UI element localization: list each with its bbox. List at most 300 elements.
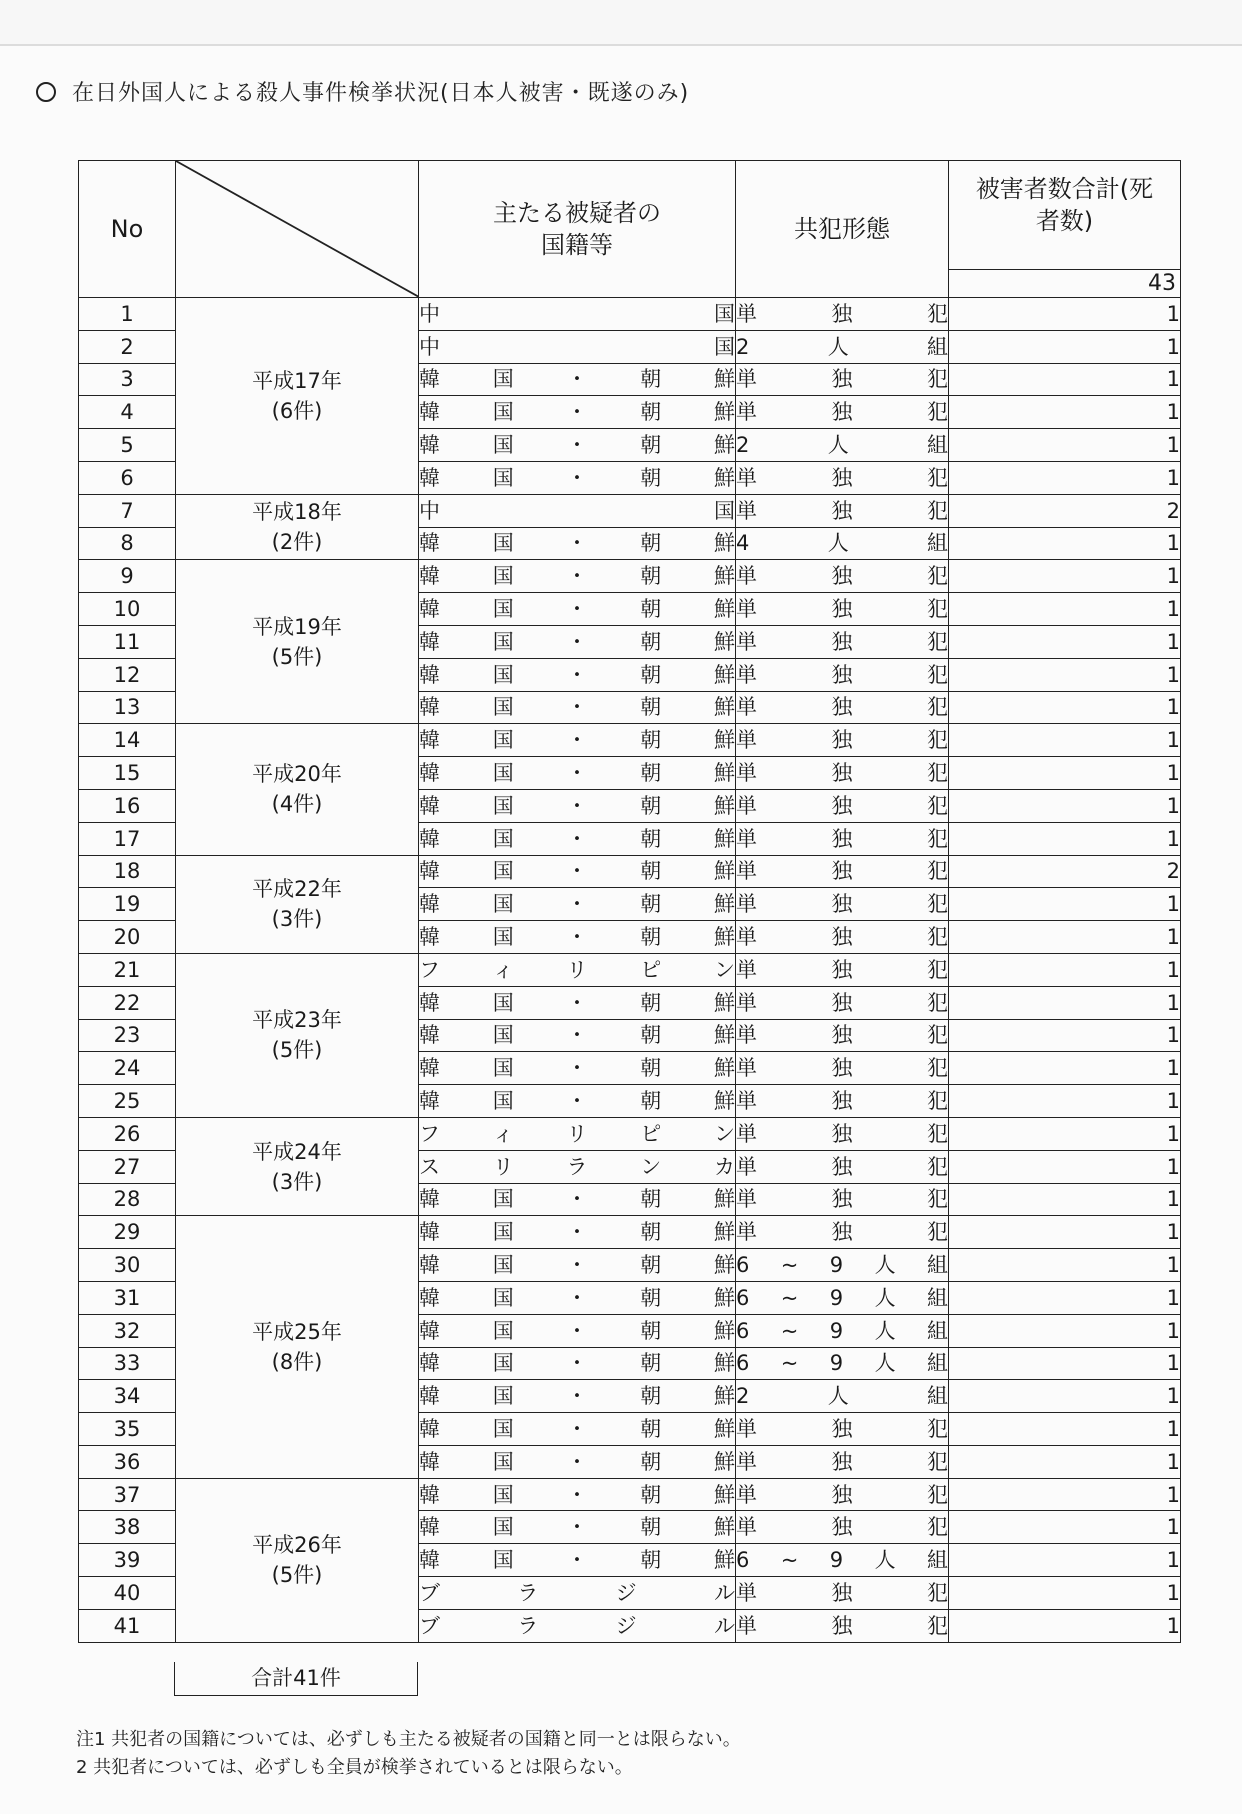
nationality-cell	[419, 1150, 736, 1183]
form-text: 6 ~ 9 人 組	[736, 1253, 948, 1277]
form-cell	[736, 757, 949, 790]
form-cell	[736, 1019, 949, 1052]
victim-count: 1	[949, 1445, 1181, 1478]
nationality-cell	[419, 1183, 736, 1216]
form-cell	[736, 789, 949, 822]
victim-count: 2	[949, 494, 1181, 527]
form-text: 単 独 犯	[736, 400, 948, 425]
form-text: 単 独 犯	[736, 1154, 948, 1179]
nationality-text: 韓 国 ・ 朝 鮮	[419, 1482, 735, 1507]
form-cell	[736, 1478, 949, 1511]
form-text: 単 独 犯	[736, 1187, 948, 1212]
victim-count: 1	[949, 1314, 1181, 1347]
case-number: 36	[79, 1445, 176, 1478]
form-cell	[736, 1183, 949, 1216]
nationality-cell	[419, 298, 736, 331]
year-group	[176, 560, 419, 724]
nationality-text: 韓 国 ・ 朝 鮮	[419, 531, 735, 556]
form-text: 6 ~ 9 人 組	[736, 1285, 948, 1310]
nationality-text: 韓 国 ・ 朝 鮮	[419, 433, 735, 458]
year-label: 平成26年	[252, 1533, 342, 1558]
table-row	[79, 298, 1181, 331]
year-group	[176, 855, 419, 953]
nationality-text: 韓 国 ・ 朝 鮮	[419, 629, 735, 654]
year-label: 平成19年	[252, 614, 342, 639]
case-number: 7	[79, 494, 176, 527]
form-text: 単 独 犯	[736, 564, 948, 589]
nationality-cell	[419, 1445, 736, 1478]
form-text: 6 ~ 9 人 組	[736, 1318, 948, 1343]
nationality-text: 韓 国 ・ 朝 鮮	[419, 1285, 735, 1310]
header-total-label: 被害者数合計(死者数)	[975, 175, 1154, 235]
victim-count: 1	[949, 1019, 1181, 1052]
nationality-text: 韓 国 ・ 朝 鮮	[419, 1253, 735, 1277]
victim-count: 1	[949, 789, 1181, 822]
nationality-cell	[419, 757, 736, 790]
form-cell	[736, 330, 949, 363]
nationality-text: 韓 国 ・ 朝 鮮	[419, 465, 735, 490]
nationality-text: 韓 国 ・ 朝 鮮	[419, 1056, 735, 1081]
victim-count: 1	[949, 396, 1181, 429]
nationality-text: 韓 国 ・ 朝 鮮	[419, 695, 735, 720]
form-cell	[736, 560, 949, 593]
nationality-cell	[419, 1216, 736, 1249]
nationality-text: 中 国	[419, 498, 735, 523]
nationality-cell	[419, 1249, 736, 1282]
nationality-text: 韓 国 ・ 朝 鮮	[419, 1023, 735, 1048]
year-count: (8件)	[271, 1350, 323, 1374]
case-number: 26	[79, 1117, 176, 1150]
table-row	[79, 1216, 1181, 1249]
nationality-cell	[419, 1347, 736, 1380]
diagonal-line-icon	[176, 161, 419, 297]
victim-count: 1	[949, 298, 1181, 331]
victim-count: 1	[949, 527, 1181, 560]
form-cell	[736, 921, 949, 954]
form-text: 2 人 組	[736, 433, 948, 458]
form-text: 単 独 犯	[736, 1121, 948, 1146]
form-cell	[736, 298, 949, 331]
victim-count: 1	[949, 921, 1181, 954]
form-cell	[736, 1216, 949, 1249]
nationality-text: 韓 国 ・ 朝 鮮	[419, 1187, 735, 1212]
victim-count: 1	[949, 593, 1181, 626]
case-number: 25	[79, 1085, 176, 1118]
form-cell	[736, 494, 949, 527]
nationality-cell	[419, 363, 736, 396]
victim-count: 1	[949, 1413, 1181, 1446]
nationality-cell	[419, 330, 736, 363]
circle-bullet-icon	[36, 82, 56, 102]
form-text: 単 独 犯	[736, 498, 948, 523]
case-number: 5	[79, 429, 176, 462]
case-number: 35	[79, 1413, 176, 1446]
case-number: 6	[79, 461, 176, 494]
victim-count: 1	[949, 888, 1181, 921]
victim-count: 1	[949, 1281, 1181, 1314]
table-row	[79, 953, 1181, 986]
form-text: 単 独 犯	[736, 957, 948, 982]
nationality-cell	[419, 789, 736, 822]
nationality-cell	[419, 1117, 736, 1150]
case-number: 8	[79, 527, 176, 560]
victim-count: 1	[949, 658, 1181, 691]
form-cell	[736, 1577, 949, 1610]
form-cell	[736, 1544, 949, 1577]
form-cell	[736, 527, 949, 560]
nationality-cell	[419, 1019, 736, 1052]
form-cell	[736, 1347, 949, 1380]
footnote-2: 2 共犯者については、必ずしも全員が検挙されているとは限らない。	[76, 1757, 633, 1778]
form-cell	[736, 658, 949, 691]
case-number: 14	[79, 724, 176, 757]
document-title	[36, 76, 689, 107]
year-group	[176, 1117, 419, 1215]
victim-count: 1	[949, 1117, 1181, 1150]
form-text: 単 独 犯	[736, 1613, 948, 1638]
case-number: 2	[79, 330, 176, 363]
victim-count: 1	[949, 1380, 1181, 1413]
form-text: 単 独 犯	[736, 301, 948, 326]
nationality-text: 韓 国 ・ 朝 鮮	[419, 892, 735, 917]
form-text: 単 独 犯	[736, 826, 948, 851]
case-number: 10	[79, 593, 176, 626]
case-number: 18	[79, 855, 176, 888]
victim-count: 1	[949, 1249, 1181, 1282]
table-row	[79, 494, 1181, 527]
table-row	[79, 560, 1181, 593]
form-text: 単 独 犯	[736, 465, 948, 490]
nationality-cell	[419, 822, 736, 855]
victim-count: 1	[949, 1052, 1181, 1085]
title-text: 在日外国人による殺人事件検挙状況(日本人被害・既遂のみ)	[72, 81, 690, 106]
year-count: (5件)	[271, 1038, 323, 1063]
form-cell	[736, 461, 949, 494]
nationality-cell	[419, 494, 736, 527]
table-row	[79, 1478, 1181, 1511]
form-cell	[736, 855, 949, 888]
case-number: 32	[79, 1314, 176, 1347]
nationality-cell	[419, 1577, 736, 1610]
year-count: (5件)	[271, 1563, 323, 1588]
nationality-text: 韓 国 ・ 朝 鮮	[419, 1318, 735, 1343]
nationality-text: ブ ラ ジ ル	[419, 1613, 735, 1638]
victim-count: 1	[949, 757, 1181, 790]
form-text: 単 独 犯	[736, 1089, 948, 1114]
victim-count: 1	[949, 1085, 1181, 1118]
form-text: 6 ~ 9 人 組	[736, 1351, 948, 1376]
form-cell	[736, 429, 949, 462]
nationality-cell	[419, 560, 736, 593]
year-label: 平成24年	[252, 1139, 342, 1164]
nationality-text: 韓 国 ・ 朝 鮮	[419, 662, 735, 687]
footnotes	[76, 1726, 741, 1782]
victim-count: 1	[949, 1511, 1181, 1544]
form-cell	[736, 396, 949, 429]
nationality-cell	[419, 527, 736, 560]
nationality-cell	[419, 1511, 736, 1544]
nationality-text: 韓 国 ・ 朝 鮮	[419, 1089, 735, 1114]
form-text: 単 独 犯	[736, 597, 948, 622]
nationality-cell	[419, 888, 736, 921]
nationality-cell	[419, 724, 736, 757]
nationality-text: 韓 国 ・ 朝 鮮	[419, 728, 735, 753]
form-cell	[736, 724, 949, 757]
form-text: 単 独 犯	[736, 859, 948, 884]
year-group	[176, 724, 419, 855]
form-cell	[736, 1150, 949, 1183]
case-number: 11	[79, 625, 176, 658]
top-bar	[0, 0, 1242, 46]
victim-count: 1	[949, 461, 1181, 494]
case-number: 16	[79, 789, 176, 822]
header-diagonal	[176, 161, 419, 298]
form-cell	[736, 953, 949, 986]
nationality-text: 韓 国 ・ 朝 鮮	[419, 925, 735, 950]
case-number: 1	[79, 298, 176, 331]
case-number: 3	[79, 363, 176, 396]
victim-count: 1	[949, 429, 1181, 462]
year-count: (3件)	[271, 1169, 323, 1194]
victim-count: 1	[949, 691, 1181, 724]
nationality-cell	[419, 986, 736, 1019]
form-cell	[736, 363, 949, 396]
form-cell	[736, 822, 949, 855]
case-number: 33	[79, 1347, 176, 1380]
victim-count: 1	[949, 1478, 1181, 1511]
form-text: 単 独 犯	[736, 1220, 948, 1245]
case-number: 37	[79, 1478, 176, 1511]
case-number: 40	[79, 1577, 176, 1610]
form-cell	[736, 1380, 949, 1413]
form-cell	[736, 1117, 949, 1150]
victim-count: 1	[949, 1150, 1181, 1183]
case-number: 41	[79, 1609, 176, 1642]
year-count: (5件)	[271, 644, 323, 669]
nationality-text: 韓 国 ・ 朝 鮮	[419, 564, 735, 589]
nationality-cell	[419, 593, 736, 626]
case-number: 13	[79, 691, 176, 724]
victim-count: 1	[949, 1347, 1181, 1380]
case-number: 17	[79, 822, 176, 855]
nationality-text: 韓 国 ・ 朝 鮮	[419, 761, 735, 786]
victim-count: 1	[949, 1577, 1181, 1610]
form-text: 単 独 犯	[736, 793, 948, 818]
nationality-text: 韓 国 ・ 朝 鮮	[419, 1548, 735, 1573]
year-label: 平成20年	[252, 762, 342, 787]
case-number: 27	[79, 1150, 176, 1183]
nationality-text: 韓 国 ・ 朝 鮮	[419, 793, 735, 818]
case-number: 24	[79, 1052, 176, 1085]
year-count: (2件)	[271, 530, 323, 555]
victim-count: 1	[949, 724, 1181, 757]
form-cell	[736, 1281, 949, 1314]
case-number: 38	[79, 1511, 176, 1544]
year-group	[176, 953, 419, 1117]
form-cell	[736, 1609, 949, 1642]
case-number: 31	[79, 1281, 176, 1314]
footnote-1: 注1 共犯者の国籍については、必ずしも主たる被疑者の国籍と同一とは限らない。	[76, 1729, 741, 1750]
year-label: 平成18年	[252, 500, 342, 525]
form-cell	[736, 593, 949, 626]
case-number: 29	[79, 1216, 176, 1249]
form-cell	[736, 986, 949, 1019]
victim-count: 1	[949, 1609, 1181, 1642]
year-label: 平成22年	[252, 877, 342, 902]
nationality-cell	[419, 396, 736, 429]
form-cell	[736, 625, 949, 658]
form-text: 単 独 犯	[736, 761, 948, 786]
nationality-cell	[419, 691, 736, 724]
victim-count: 1	[949, 625, 1181, 658]
victim-count: 1	[949, 363, 1181, 396]
nationality-cell	[419, 1314, 736, 1347]
year-label: 平成25年	[252, 1320, 342, 1344]
case-number: 23	[79, 1019, 176, 1052]
nationality-cell	[419, 461, 736, 494]
victim-count: 1	[949, 1544, 1181, 1577]
nationality-text: ス リ ラ ン カ	[419, 1154, 735, 1179]
form-text: 単 独 犯	[736, 1515, 948, 1540]
header-total	[949, 161, 1181, 298]
form-text: 単 独 犯	[736, 990, 948, 1015]
table-row	[79, 1117, 1181, 1150]
nationality-text: フ ィ リ ピ ン	[419, 1121, 735, 1146]
form-text: 2 人 組	[736, 1384, 948, 1409]
victim-count: 1	[949, 1216, 1181, 1249]
nationality-text: 韓 国 ・ 朝 鮮	[419, 1351, 735, 1376]
header-no: No	[79, 161, 176, 298]
victim-count: 1	[949, 822, 1181, 855]
victim-count: 1	[949, 953, 1181, 986]
nationality-text: 韓 国 ・ 朝 鮮	[419, 1449, 735, 1474]
nationality-text: 韓 国 ・ 朝 鮮	[419, 990, 735, 1015]
form-cell	[736, 1052, 949, 1085]
form-text: 単 独 犯	[736, 892, 948, 917]
nationality-cell	[419, 625, 736, 658]
case-number: 30	[79, 1249, 176, 1282]
victim-count: 1	[949, 1183, 1181, 1216]
victim-count: 1	[949, 986, 1181, 1019]
case-number: 21	[79, 953, 176, 986]
year-group	[176, 1478, 419, 1642]
victim-count: 2	[949, 855, 1181, 888]
form-cell	[736, 1314, 949, 1347]
case-number: 39	[79, 1544, 176, 1577]
year-group	[176, 1216, 419, 1478]
nationality-text: 韓 国 ・ 朝 鮮	[419, 597, 735, 622]
year-label: 平成17年	[252, 368, 342, 393]
table-body	[79, 298, 1181, 1643]
form-text: 4 人 組	[736, 531, 948, 556]
form-cell	[736, 691, 949, 724]
nationality-cell	[419, 658, 736, 691]
case-number: 9	[79, 560, 176, 593]
victim-count: 1	[949, 330, 1181, 363]
nationality-cell	[419, 1609, 736, 1642]
nationality-text: 韓 国 ・ 朝 鮮	[419, 400, 735, 425]
year-group	[176, 494, 419, 560]
nationality-cell	[419, 1413, 736, 1446]
form-text: 単 独 犯	[736, 728, 948, 753]
header-form: 共犯形態	[736, 161, 949, 298]
form-cell	[736, 1249, 949, 1282]
case-number: 12	[79, 658, 176, 691]
nationality-text: 韓 国 ・ 朝 鮮	[419, 1220, 735, 1245]
form-cell	[736, 1511, 949, 1544]
nationality-cell	[419, 1085, 736, 1118]
form-text: 単 独 犯	[736, 695, 948, 720]
form-text: 単 独 犯	[736, 1023, 948, 1048]
nationality-text: フ ィ リ ピ ン	[419, 957, 735, 982]
nationality-cell	[419, 1478, 736, 1511]
nationality-cell	[419, 855, 736, 888]
form-text: 単 独 犯	[736, 629, 948, 654]
total-cases-cell: 合計41件	[174, 1662, 418, 1696]
form-cell	[736, 1413, 949, 1446]
header-nationality: 主たる被疑者の国籍等	[419, 161, 736, 298]
nationality-cell	[419, 953, 736, 986]
table-row	[79, 724, 1181, 757]
form-cell	[736, 1085, 949, 1118]
nationality-text: 韓 国 ・ 朝 鮮	[419, 859, 735, 884]
nationality-text: 韓 国 ・ 朝 鮮	[419, 1384, 735, 1409]
form-text: 単 独 犯	[736, 1482, 948, 1507]
nationality-text: ブ ラ ジ ル	[419, 1580, 735, 1605]
form-text: 単 独 犯	[736, 662, 948, 687]
form-cell	[736, 1445, 949, 1478]
nationality-text: 韓 国 ・ 朝 鮮	[419, 1515, 735, 1540]
victim-count: 1	[949, 560, 1181, 593]
form-cell	[736, 888, 949, 921]
nationality-text: 中 国	[419, 334, 735, 359]
case-number: 15	[79, 757, 176, 790]
year-count: (3件)	[271, 907, 323, 932]
nationality-cell	[419, 1052, 736, 1085]
form-text: 2 人 組	[736, 334, 948, 359]
form-text: 単 独 犯	[736, 367, 948, 392]
nationality-cell	[419, 429, 736, 462]
case-number: 34	[79, 1380, 176, 1413]
nationality-cell	[419, 1544, 736, 1577]
case-number: 22	[79, 986, 176, 1019]
year-count: (4件)	[271, 792, 323, 817]
form-text: 6 ~ 9 人 組	[736, 1548, 948, 1573]
nationality-text: 韓 国 ・ 朝 鮮	[419, 367, 735, 392]
nationality-cell	[419, 921, 736, 954]
year-label: 平成23年	[252, 1008, 342, 1033]
nationality-text: 中 国	[419, 301, 735, 326]
year-count: (6件)	[271, 398, 323, 423]
case-number: 20	[79, 921, 176, 954]
form-text: 単 独 犯	[736, 1416, 948, 1441]
nationality-text: 韓 国 ・ 朝 鮮	[419, 1416, 735, 1441]
form-text: 単 独 犯	[736, 1056, 948, 1081]
form-text: 単 独 犯	[736, 1580, 948, 1605]
grand-total-value: 43	[949, 269, 1180, 297]
nationality-text: 韓 国 ・ 朝 鮮	[419, 826, 735, 851]
case-number: 28	[79, 1183, 176, 1216]
nationality-cell	[419, 1380, 736, 1413]
case-number: 19	[79, 888, 176, 921]
case-number: 4	[79, 396, 176, 429]
nationality-cell	[419, 1281, 736, 1314]
table-row	[79, 855, 1181, 888]
year-group	[176, 298, 419, 495]
cases-table	[78, 160, 1181, 1643]
form-text: 単 独 犯	[736, 1449, 948, 1474]
form-text: 単 独 犯	[736, 925, 948, 950]
